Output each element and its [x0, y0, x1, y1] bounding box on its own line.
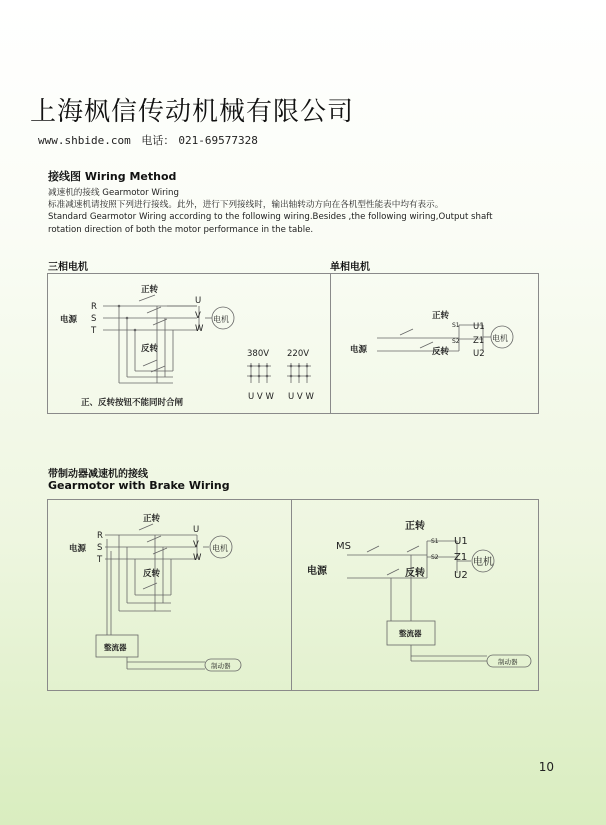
bl-t-label: T	[97, 555, 103, 565]
br-motor-label: 电机	[473, 557, 493, 568]
sp-power-label: 电源	[350, 345, 368, 355]
tp-motor-label: 电机	[213, 315, 229, 324]
br-z1-label: Z1	[454, 552, 468, 563]
bl-brake-label: 制动器	[211, 662, 231, 670]
sp-motor-label: 电机	[492, 334, 508, 343]
tp-power-label: 电源	[60, 315, 78, 325]
tp-forward-label: 正转	[141, 285, 159, 295]
br-u1-label: U1	[454, 536, 468, 547]
phone-label: 电话：	[141, 134, 175, 147]
tp-u-label: U	[195, 296, 202, 306]
bl-u-label: U	[193, 525, 200, 535]
tp-note: 正、反转按钮不能同时合闸	[81, 398, 184, 408]
bl-power-label: 电源	[69, 544, 87, 554]
intro-line-4: rotation direction of both the motor performance in the table.	[48, 225, 314, 235]
br-reverse-label: 反转	[405, 568, 425, 579]
br-forward-label: 正转	[405, 521, 425, 532]
single-phase-title: 单相电机	[330, 262, 370, 273]
website: www.shbide.com	[38, 134, 131, 147]
intro-line-1: 减速机的接线 Gearmotor Wiring	[48, 188, 179, 198]
contact-line	[38, 132, 262, 148]
bl-rectifier-label: 整流器	[104, 643, 127, 652]
bl-reverse-label: 反转	[143, 569, 161, 579]
bl-v-label: V	[193, 540, 199, 550]
br-ms-label: MS	[336, 541, 351, 552]
tp-v-label: V	[195, 311, 201, 321]
intro-line-3: Standard Gearmotor Wiring according to the following wiring.Besides ,the following wiring,Output shaft	[48, 212, 493, 222]
tp-uvw-220: U V W	[288, 392, 314, 402]
standard-wiring-diagram	[47, 273, 539, 414]
bl-motor-label: 电机	[212, 544, 228, 553]
br-brake-label: 制动器	[498, 658, 518, 666]
wiring-method-title: 接线图 Wiring Method	[48, 170, 177, 183]
tp-uvw-380: U V W	[248, 392, 274, 402]
sp-s1-label: S1	[452, 322, 460, 329]
sp-u1-label: U1	[473, 322, 485, 332]
tp-s-label: S	[91, 314, 97, 324]
sp-forward-label: 正转	[432, 311, 450, 321]
bl-w-label: W	[193, 553, 202, 563]
bl-r-label: R	[97, 531, 103, 541]
sp-z1-label: Z1	[473, 336, 485, 346]
intro-line-2: 标准减速机请按照下列进行接线。此外，进行下列接线时，输出轴转动方向在各机型性能表中均有表示。	[48, 200, 444, 210]
tp-reverse-label: 反转	[141, 344, 159, 354]
br-rectifier-label: 整流器	[399, 629, 422, 638]
tp-w-label: W	[195, 324, 204, 334]
phone-number: 021-69577328	[178, 134, 258, 147]
sp-u2-label: U2	[473, 349, 485, 359]
brake-title-en: Gearmotor with Brake Wiring	[48, 479, 230, 492]
company-name: 上海枫信传动机械有限公司	[30, 97, 355, 127]
brake-wiring-diagram	[47, 499, 539, 691]
br-power-label: 电源	[307, 566, 327, 577]
tp-r-label: R	[91, 302, 97, 312]
bl-forward-label: 正转	[143, 514, 161, 524]
page-number: 10	[538, 760, 554, 774]
br-s2-label: S2	[431, 554, 439, 561]
tp-t-label: T	[91, 326, 97, 336]
sp-reverse-label: 反转	[432, 347, 450, 357]
brake-title-cn: 带制动器减速机的接线	[48, 469, 148, 480]
sp-s2-label: S2	[452, 338, 460, 345]
br-u2-label: U2	[454, 570, 468, 581]
tp-380v: 380V	[247, 349, 270, 359]
bl-s-label: S	[97, 543, 103, 553]
three-phase-title: 三相电机	[48, 262, 88, 273]
br-s1-label: S1	[431, 538, 439, 545]
tp-220v: 220V	[287, 349, 310, 359]
